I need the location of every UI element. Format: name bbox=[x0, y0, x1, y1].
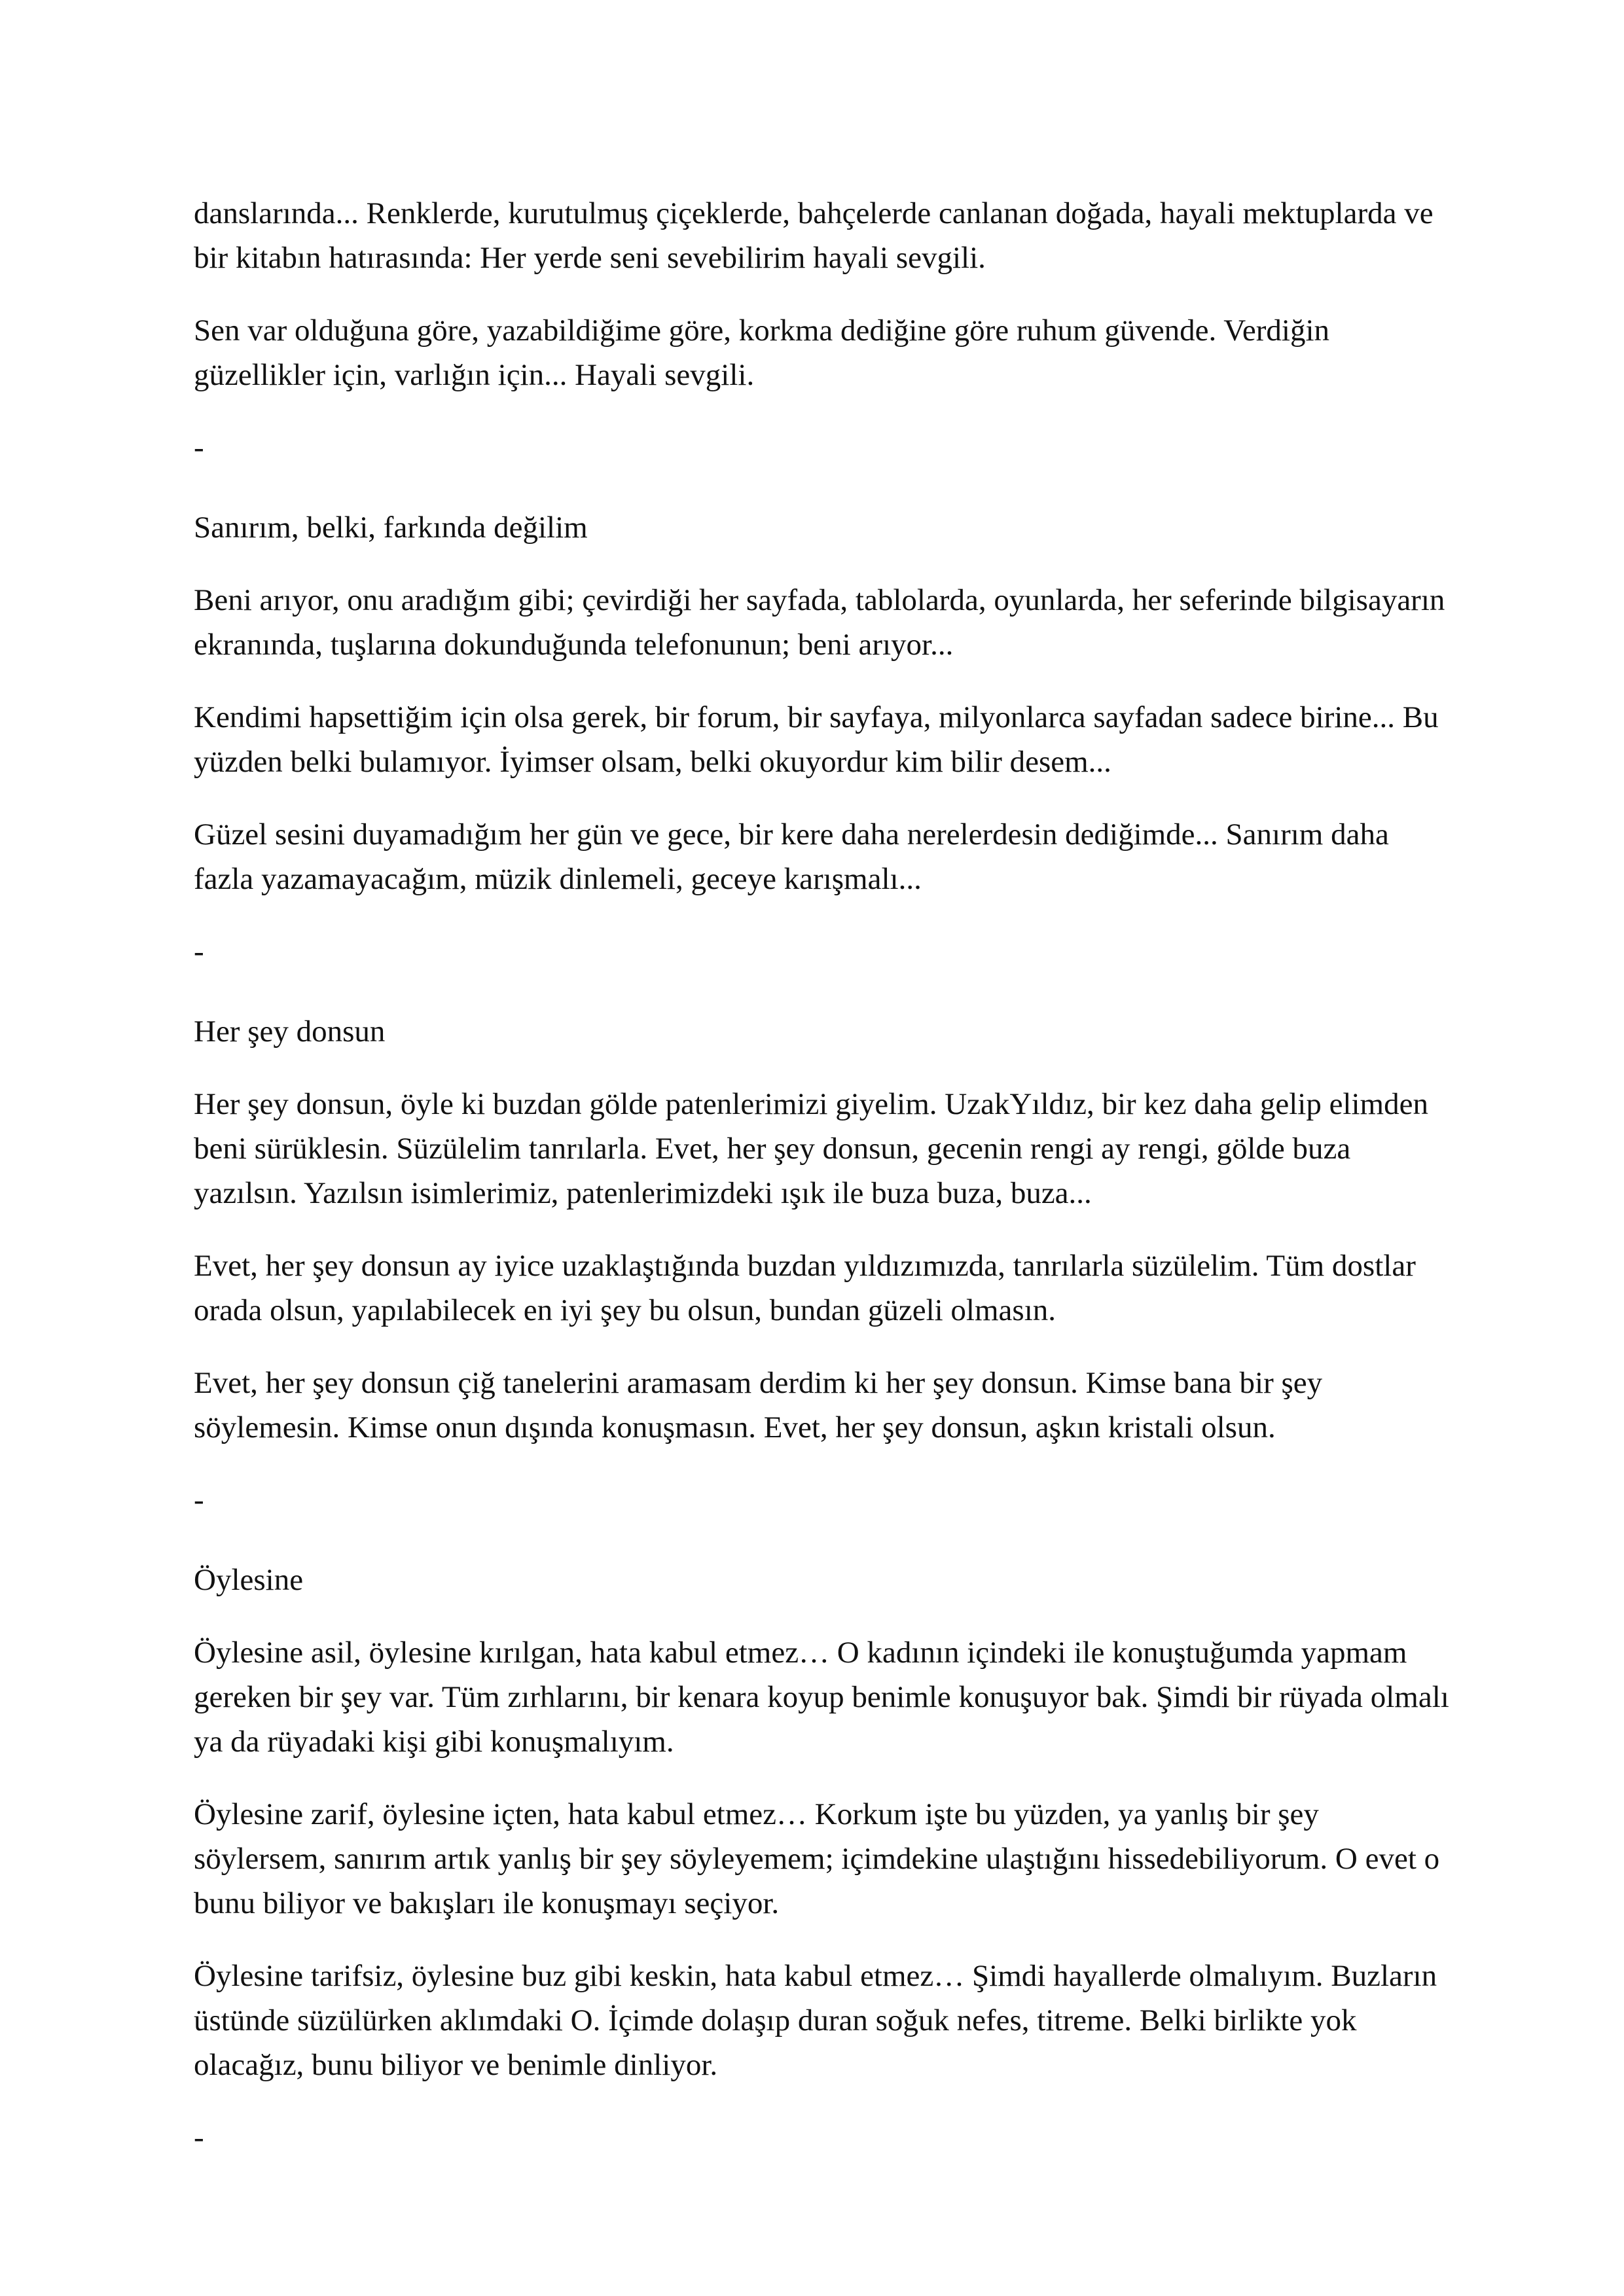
section-separator: - bbox=[194, 2121, 204, 2155]
paragraph: Beni arıyor, onu aradığım gibi; çevirdiği her sayfada, tablolarda, oyunlarda, her seferinde bilgisayarın ekranında, tuşlarına dokunduğunda telefonunun; beni arıyor... bbox=[194, 583, 1445, 662]
paragraph: Evet, her şey donsun ay iyice uzaklaştığında buzdan yıldızımızda, tanrılarla süzülelim. Tüm dostlar orada olsun, yapılabilecek en iyi şey bu olsun, bundan güzeli olmasın. bbox=[194, 1249, 1416, 1327]
paragraph: Öylesine zarif, öylesine içten, hata kabul etmez… Korkum işte bu yüzden, ya yanlış bir şey söylersem, sanırım artık yanlış bir şey söyleyemem; içimdekine ulaştığını hissedebiliyorum. O evet o bunu biliyor ve bakışları ile konuşmayı seçiyor. bbox=[194, 1797, 1440, 1920]
paragraph: Öylesine tarifsiz, öylesine buz gibi keskin, hata kabul etmez… Şimdi hayallerde olmalıyım. Buzların üstünde süzülürken aklımdaki O. İçimde dolaşıp duran soğuk nefes, titreme. Belki birlikte yok olacağız, bunu biliyor ve benimle dinliyor. bbox=[194, 1959, 1437, 2082]
paragraph: Öylesine asil, öylesine kırılgan, hata kabul etmez… O kadının içindeki ile konuştuğumda yapmam gereken bir şey var. Tüm zırhlarını, bir kenara koyup benimle konuşuyor bak. Şimdi bir rüyada olmalı ya da rüyadaki kişi gibi konuşmalıyım. bbox=[194, 1636, 1449, 1759]
section-title: Her şey donsun bbox=[194, 1014, 386, 1049]
paragraph: Güzel sesini duyamadığım her gün ve gece, bir kere daha nerelerdesin dediğimde... Sanırım daha fazla yazamayacağım, müzik dinlemeli, geceye karışmalı... bbox=[194, 817, 1389, 896]
paragraph: Evet, her şey donsun çiğ tanelerini aramasam derdim ki her şey donsun. Kimse bana bir şey söylemesin. Kimse onun dışında konuşmasın. Evet, her şey donsun, aşkın kristali olsun. bbox=[194, 1366, 1323, 1444]
paragraph: Her şey donsun, öyle ki buzdan gölde patenlerimizi giyelim. UzakYıldız, bir kez daha gelip elimden beni sürüklesin. Süzülelim tanrılarla. Evet, her şey donsun, gecenin rengi ay rengi, gölde buza yazılsın. Yazılsın isimlerimiz, patenlerimizdeki ışık ile buza buza, buza... bbox=[194, 1087, 1428, 1210]
section-title: Sanırım, belki, farkında değilim bbox=[194, 511, 588, 545]
section-title: Öylesine bbox=[194, 1563, 304, 1597]
section-separator: - bbox=[194, 431, 204, 465]
paragraph: Kendimi hapsettiğim için olsa gerek, bir forum, bir sayfaya, milyonlarca sayfadan sadece birine... Bu yüzden belki bulamıyor. İyimser olsam, belki okuyordur kim bilir desem... bbox=[194, 700, 1439, 779]
document-page bbox=[194, 191, 1451, 2195]
paragraph: Sen var olduğuna göre, yazabildiğime göre, korkma dediğine göre ruhum güvende. Verdiğin güzellikler için, varlığın için... Hayali sevgili. bbox=[194, 314, 1330, 392]
section-separator: - bbox=[194, 935, 204, 969]
paragraph: danslarında... Renklerde, kurutulmuş çiçeklerde, bahçelerde canlanan doğada, hayali mektuplarda ve bir kitabın hatırasında: Her yerde seni sevebilirim hayali sevgili. bbox=[194, 196, 1434, 275]
section-separator: - bbox=[194, 1483, 204, 1517]
